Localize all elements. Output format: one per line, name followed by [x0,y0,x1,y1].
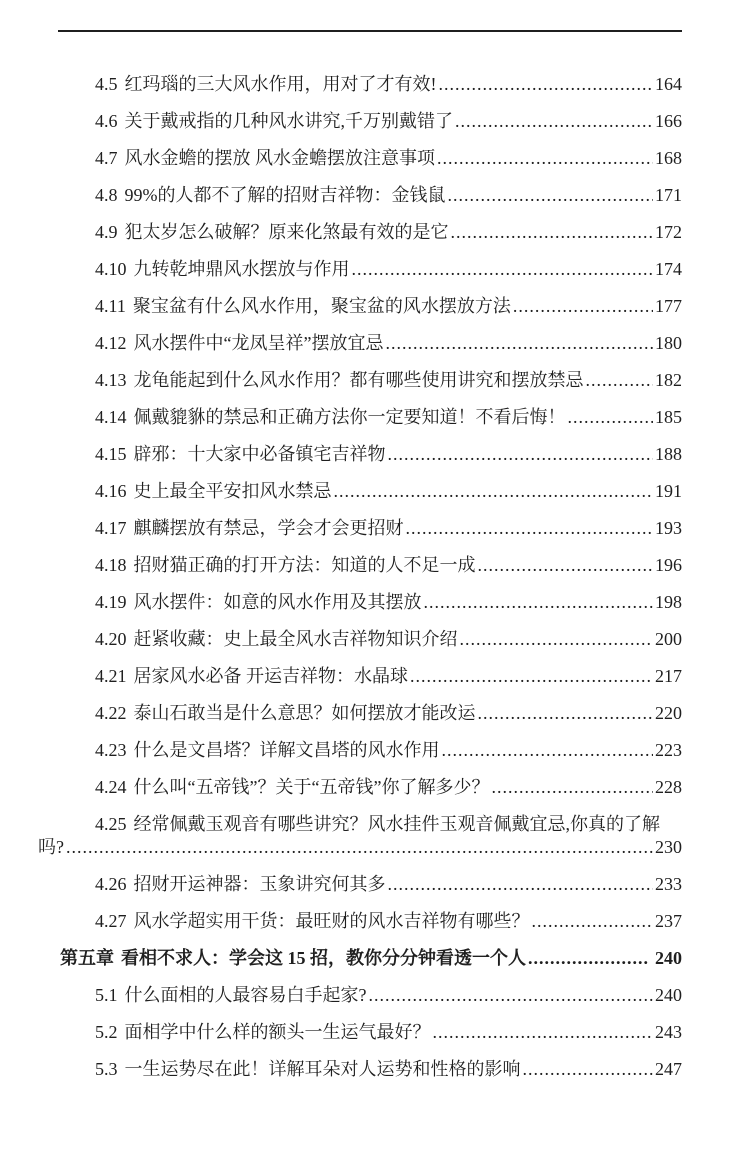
toc-entry[interactable] [38,760,682,797]
toc-entry-number: 4.19 [95,592,127,612]
dot-leader [440,740,654,760]
toc-entry[interactable] [38,612,682,649]
toc-entry-number: 5.1 [95,985,118,1005]
toc-entry-number: 4.9 [95,222,118,242]
toc-entry-title: 聚宝盆有什么风水作用，聚宝盆的风水摆放方法 [132,296,511,316]
toc-entry-page: 191 [655,481,682,501]
toc-entry-title: 什么面相的人最容易白手起家? [124,985,367,1005]
toc-entry-number: 4.26 [95,874,127,894]
toc-entry-title: 什么是文昌塔？详解文昌塔的风水作用 [133,740,440,760]
toc-chapter-title: 看相不求人：学会这 15 招，教你分分钟看透一个人 [121,948,526,968]
dot-leader [435,148,653,168]
dot-leader [521,1059,654,1079]
toc-entry-number: 4.16 [95,481,127,501]
dot-leader [511,296,653,316]
toc-entry-number: 4.10 [95,259,127,279]
toc-entry[interactable] [38,538,682,575]
toc-entry[interactable] [38,575,682,612]
toc-entry[interactable] [38,968,682,1005]
toc-entry-page: 230 [655,837,682,857]
toc-entry-number: 4.6 [95,111,118,131]
toc-entry-page: 223 [655,740,682,760]
toc-entry[interactable] [38,427,682,464]
toc-entry[interactable] [38,857,682,894]
toc-entry-number: 4.27 [95,911,127,931]
toc-entry-wrapped-line2[interactable] [38,834,682,857]
toc-entry-title: 一生运势尽在此！详解耳朵对人运势和性格的影响 [124,1059,521,1079]
toc-entry-title: 佩戴貔貅的禁忌和正确方法你一定要知道！不看后悔！ [133,407,566,427]
toc-entry-title: 红玛瑙的三大风水作用，用对了才有效! [124,74,437,94]
dot-leader [386,444,654,464]
dot-leader [422,592,654,612]
toc-entry-number: 4.17 [95,518,127,538]
toc-entry-title: 九转乾坤鼎风水摆放与作用 [133,259,350,279]
toc-entry-title: 辟邪：十大家中必备镇宅吉祥物 [133,444,386,464]
toc-chapter-number: 第五章 [60,948,114,968]
toc-entry-title: 99%的人都不了解的招财吉祥物：金钱鼠 [124,185,446,205]
dot-leader [453,111,653,131]
dot-leader [367,985,654,1005]
dot-leader [350,259,654,279]
toc-entry-page: 172 [655,222,682,242]
table-of-contents [38,57,682,1079]
toc-entry-number: 4.23 [95,740,127,760]
toc-entry-page: 166 [655,111,682,131]
toc-entry-title: 麒麟摆放有禁忌，学会才会更招财 [133,518,404,538]
toc-entry-page: 240 [655,985,682,1005]
toc-entry-number: 5.3 [95,1059,118,1079]
toc-entry-number: 4.12 [95,333,127,353]
dot-leader [584,370,654,390]
dot-leader [437,74,654,94]
toc-entry[interactable] [38,501,682,538]
toc-entry[interactable] [38,316,682,353]
toc-entry[interactable] [38,353,682,390]
dot-leader [530,911,654,931]
toc-entry-title: 风水学超实用干货：最旺财的风水吉祥物有哪些？ [133,911,530,931]
toc-entry[interactable] [38,649,682,686]
toc-entry-title: 招财开运神器：玉象讲究何其多 [133,874,386,894]
toc-entry[interactable] [38,94,682,131]
toc-entry[interactable] [38,57,682,94]
toc-entry[interactable] [38,464,682,501]
toc-entry-title: 风水摆件中“龙凤呈祥”摆放宜忌 [133,333,384,353]
toc-entry-number: 4.11 [95,296,126,316]
toc-entry-page: 171 [655,185,682,205]
toc-entry[interactable] [38,205,682,242]
toc-entry[interactable] [38,390,682,427]
dot-leader [458,629,654,649]
toc-entry-number: 4.5 [95,74,118,94]
toc-entry-number: 4.20 [95,629,127,649]
toc-entry-number: 4.7 [95,148,118,168]
toc-entry-page: 168 [655,148,682,168]
toc-entry-number: 4.22 [95,703,127,723]
toc-entry-title: 史上最全平安扣风水禁忌 [133,481,332,501]
toc-entry-page: 182 [655,370,682,390]
toc-entry-number: 5.2 [95,1022,118,1042]
toc-entry-title: 招财猫正确的打开方法：知道的人不足一成 [133,555,476,575]
toc-entry[interactable] [38,1042,682,1079]
toc-entry[interactable] [38,131,682,168]
dot-leader [476,703,654,723]
toc-entry-title: 面相学中什么样的额头一生运气最好？ [124,1022,431,1042]
toc-entry[interactable] [38,1005,682,1042]
toc-entry-title-continued: 吗? [38,837,64,857]
toc-entry[interactable] [38,279,682,316]
toc-entry-page: 174 [655,259,682,279]
toc-entry-number: 4.18 [95,555,127,575]
toc-entry[interactable] [38,686,682,723]
toc-entry-page: 198 [655,592,682,612]
toc-entry[interactable] [38,168,682,205]
toc-entry-page: 177 [655,296,682,316]
toc-entry-title: 经常佩戴玉观音有哪些讲究？风水挂件玉观音佩戴宜忌,你真的了解 [133,814,660,834]
toc-entry[interactable] [38,723,682,760]
toc-chapter-page: 240 [655,948,682,968]
dot-leader [332,481,654,501]
dot-leader [386,874,654,894]
toc-entry-page: 217 [655,666,682,686]
dot-leader [476,555,654,575]
toc-entry-page: 237 [655,911,682,931]
toc-entry-number: 4.8 [95,185,118,205]
toc-entry-page: 233 [655,874,682,894]
toc-entry-page: 196 [655,555,682,575]
dot-leader [64,837,653,857]
dot-leader [408,666,653,686]
toc-entry-wrapped-line1[interactable] [38,797,682,834]
toc-entry-title: 什么叫“五帝钱”？关于“五帝钱”你了解多少？ [133,777,490,797]
toc-entry-title: 关于戴戒指的几种风水讲究,千万别戴错了 [124,111,453,131]
toc-entry-page: 200 [655,629,682,649]
toc-entry-page: 185 [655,407,682,427]
dot-leader [383,333,653,353]
toc-entry-page: 228 [655,777,682,797]
toc-entry-number: 4.13 [95,370,127,390]
toc-entry-number: 4.14 [95,407,127,427]
toc-entry-page: 180 [655,333,682,353]
toc-entry-title: 犯太岁怎么破解？原来化煞最有效的是它 [124,222,449,242]
toc-entry-page: 193 [655,518,682,538]
toc-entry-title: 风水金蟾的摆放 风水金蟾摆放注意事项 [124,148,435,168]
dot-leader [489,777,653,797]
toc-entry-page: 188 [655,444,682,464]
dot-leader [449,222,654,242]
toc-chapter-heading[interactable] [38,931,682,968]
toc-entry-title: 风水摆件：如意的风水作用及其摆放 [133,592,422,612]
toc-entry[interactable] [38,242,682,279]
toc-entry-title: 居家风水必备 开运吉祥物：水晶球 [133,666,408,686]
toc-entry-number: 4.25 [95,814,127,834]
toc-entry-number: 4.24 [95,777,127,797]
dot-leader [526,948,648,968]
toc-entry[interactable] [38,894,682,931]
toc-entry-number: 4.15 [95,444,127,464]
toc-entry-page: 164 [655,74,682,94]
toc-entry-title: 赶紧收藏：史上最全风水吉祥物知识介绍 [133,629,458,649]
dot-leader [431,1022,654,1042]
dot-leader [566,407,654,427]
toc-entry-number: 4.21 [95,666,127,686]
toc-entry-page: 243 [655,1022,682,1042]
toc-entry-page: 220 [655,703,682,723]
dot-leader [404,518,654,538]
dot-leader [446,185,654,205]
header-rule [58,30,682,32]
toc-entry-title: 泰山石敢当是什么意思？如何摆放才能改运 [133,703,476,723]
toc-entry-title: 龙龟能起到什么风水作用？都有哪些使用讲究和摆放禁忌 [133,370,584,390]
toc-entry-page: 247 [655,1059,682,1079]
